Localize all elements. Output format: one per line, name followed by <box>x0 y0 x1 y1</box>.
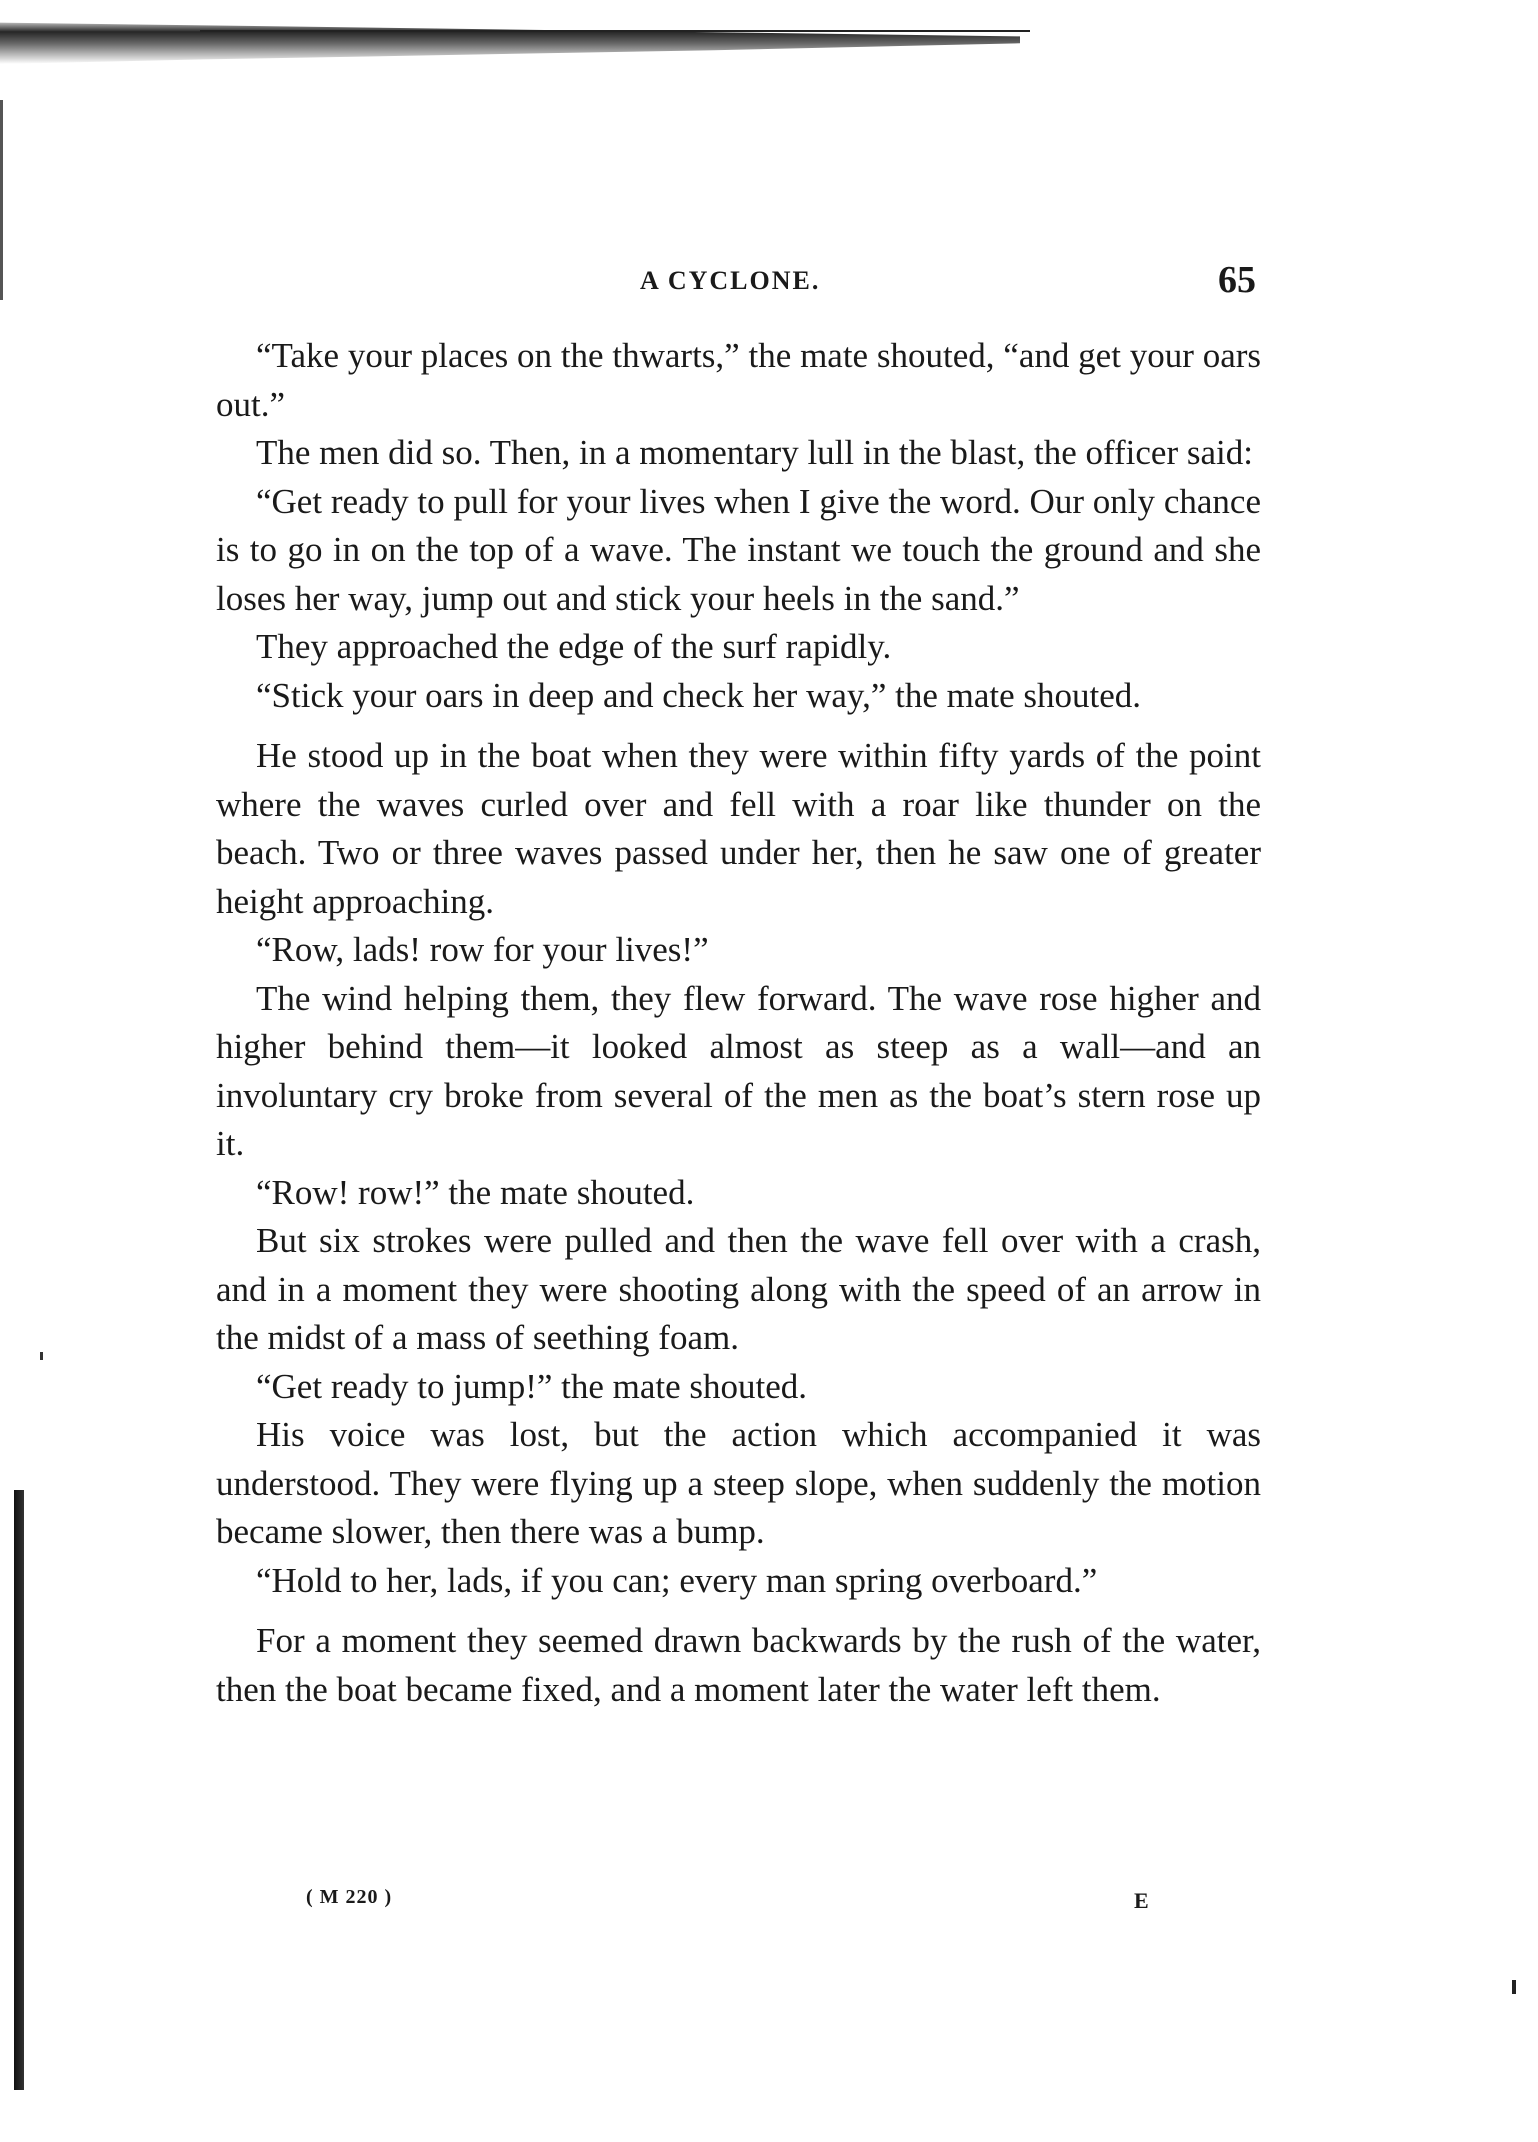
paragraph: “Take your places on the thwarts,” the mate shouted, “and get your oars out.” <box>216 336 1261 424</box>
paragraph: “Row! row!” the mate shouted. <box>256 1172 695 1212</box>
paragraph: His voice was lost, but the action which accompanied it was understood. They were flying up a steep slope, when suddenly the motion became slower, then there was a bump. <box>216 1415 1261 1551</box>
running-head: A CYCLONE. <box>640 266 821 295</box>
page-number: 65 <box>1218 259 1256 301</box>
paragraph: For a moment they seemed drawn backwards by the rush of the water, then the boat became fixed, and a moment later the water left them. <box>216 1621 1261 1709</box>
paragraph: “Get ready to pull for your lives when I give the word. Our only chance is to go in on the top of a wave. The instant we touch the ground and she loses her way, jump out and stick your heels in the sand.” <box>216 481 1261 618</box>
paragraph: “Stick your oars in deep and check her way,” the mate shouted. <box>256 675 1142 715</box>
paragraph: “Get ready to jump!” the mate shouted. <box>256 1366 808 1406</box>
gathering-signature-letter: E <box>1134 1888 1149 1913</box>
paragraph: “Row, lads! row for your lives!” <box>256 930 709 969</box>
paragraph: They approached the edge of the surf rapidly. <box>256 627 892 666</box>
paragraph: He stood up in the boat when they were within fifty yards of the point where the waves curled over and fell with a roar like thunder on the beach. Two or three waves passed under her, then he saw one of greater height approaching. <box>216 736 1261 921</box>
paragraph: But six strokes were pulled and then the wave fell over with a crash, and in a moment they were shooting along with the speed of an arrow in the midst of a mass of seething foam. <box>216 1221 1261 1357</box>
printer-signature-mark: ( M 220 ) <box>306 1886 393 1908</box>
body-text <box>216 332 1261 1714</box>
paragraph: The wind helping them, they flew forward. The wave rose higher and higher behind them—it looked almost as steep as a wall—and an involuntary cry broke from several of the men as the boat’s stern rose up it. <box>216 978 1261 1163</box>
paragraph: The men did so. Then, in a momentary lull in the blast, the officer said: <box>256 433 1253 472</box>
paragraph: “Hold to her, lads, if you can; every man spring overboard.” <box>256 1560 1098 1600</box>
